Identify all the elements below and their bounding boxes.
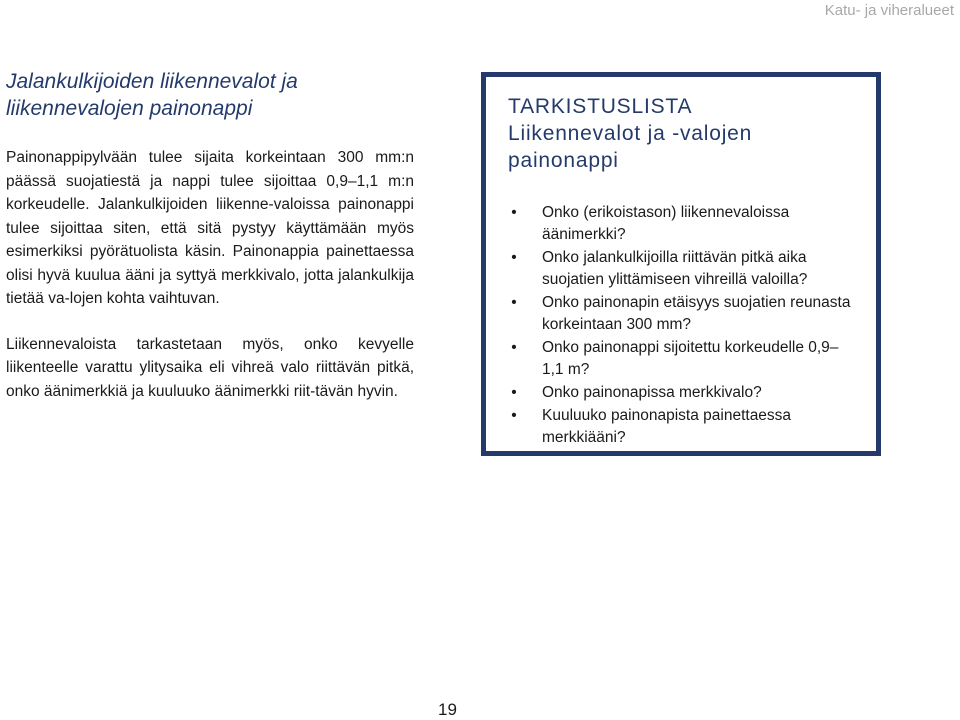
left-column	[6, 68, 414, 425]
checklist-item-text: Onko jalankulkijoilla riittävän pitkä aika suojatien ylittämiseen vihreillä valoilla?	[542, 249, 808, 288]
bullet-icon: •	[511, 384, 517, 401]
checklist-item	[508, 292, 854, 336]
checklist-item	[508, 382, 854, 404]
checklist-item	[508, 247, 854, 291]
bullet-icon: •	[511, 249, 517, 266]
bullet-icon: •	[511, 204, 517, 221]
body-paragraph: Painonappipylvään tulee sijaita korkeintaan 300 mm:n päässä suojatiestä ja nappi tulee sijoittaa 0,9–1,1 m:n korkeudelle. Jalankulkijoiden liikenne-valoissa painonappi tulee sijoittaa siten, että sitä pystyy käyttämään myös esimerkiksi pyörätuolista käsin. Painonappia painettaessa olisi hyvä kuulua ääni ja syttyä merkkivalo, jotta jalankulkija tietää va-lojen kohta vaihtuvan.	[6, 149, 414, 307]
bullet-icon: •	[511, 339, 517, 356]
checklist-list	[508, 202, 854, 449]
checklist-item	[508, 337, 854, 381]
checklist-subtitle: Liikennevalot ja -valojen painonappi	[508, 122, 753, 172]
body-paragraph: Liikennevaloista tarkastetaan myös, onko kevyelle liikenteelle varattu ylitysaika eli vihreä valo riittävän pitkä, onko äänimerkkiä ja kuuluuko äänimerkki riit-tävän hyvin.	[6, 335, 414, 400]
checklist-item-text: Onko painonapin etäisyys suojatien reunasta korkeintaan 300 mm?	[542, 294, 851, 333]
section-header-label: Katu- ja viheralueet	[824, 2, 954, 19]
checklist-item	[508, 405, 854, 449]
bullet-icon: •	[511, 407, 517, 424]
section-title: Jalankulkijoiden liikennevalot ja liikennevalojen painonappi	[6, 70, 298, 120]
checklist-item-text: Kuuluuko painonapista painettaessa merkkiääni?	[542, 407, 792, 446]
checklist-item	[508, 202, 854, 246]
checklist-item-text: Onko (erikoistason) liikennevaloissa äänimerkki?	[542, 204, 790, 243]
checklist-heading: TARKISTUSLISTA	[508, 95, 693, 118]
checklist-box	[481, 72, 881, 456]
checklist-item-text: Onko painonapissa merkkivalo?	[542, 384, 762, 401]
checklist-item-text: Onko painonappi sijoitettu korkeudelle 0,9–1,1 m?	[542, 339, 839, 378]
bullet-icon: •	[511, 294, 517, 311]
page-number: 19	[438, 700, 457, 719]
